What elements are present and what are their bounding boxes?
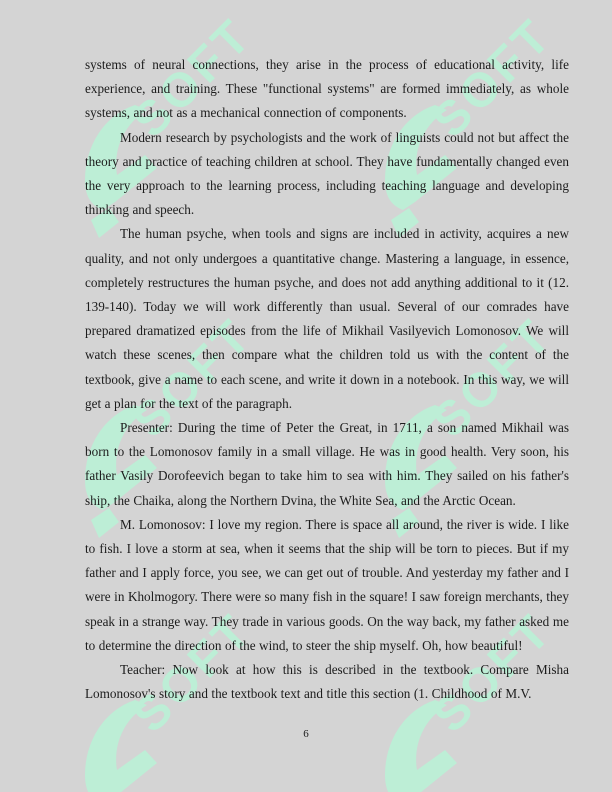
paragraph: M. Lomonosov: I love my region. There is space all around, the river is wide. I like to fish. I love a storm at sea, when it seems that the ship will be torn to pieces. But if my father and I apply force, you see, we can get out of trouble. And yesterday my father and I were in Kholmogory. There were so many fish in the square! I saw foreign merchants, they speak in a strange way. They trade in various goods. On the way back, my father asked me to determine the direction of the wind, to steer the ship myself. Oh, how beautiful! <box>85 516 569 653</box>
document-body <box>85 53 569 706</box>
paragraph: Modern research by psychologists and the work of linguists could not but affect the theory and practice of teaching children at school. They have fundamentally changed even the very approach to the learning process, including teaching language and developing thinking and speech. <box>85 129 569 218</box>
paragraph: systems of neural connections, they arise in the process of educational activity, life experience, and training. These "functional systems" are formed immediately, as whole systems, and not as a mechanical connection of components. <box>85 57 569 121</box>
page-number: 6 <box>303 728 309 740</box>
paragraph: The human psyche, when tools and signs are included in activity, acquires a new quality, and not only undergoes a quantitative change. Mastering a language, in essence, completely restructures the human psyche, and does not add anything additional to it (12. 139-140). Today we will work differently than usual. Several of our comrades have prepared dramatized episodes from the life of Mikhail Vasilyevich Lomonosov. We will watch these scenes, then compare what the children told us with the content of the textbook, give a name to each scene, and write it down in a notebook. In this way, we will get a plan for the text of the paragraph. <box>85 226 569 411</box>
paragraph: Teacher: Now look at how this is described in the textbook. Compare Misha Lomonosov's story and the textbook text and title this section (1. Childhood of M.V. <box>85 662 569 702</box>
paragraph: Presenter: During the time of Peter the Great, in 1711, a son named Mikhail was born to the Lomonosov family in a small village. He was in good health. Very soon, his father Vasily Dorofeevich began to take him to sea with him. They sailed on his father's ship, the Chaika, along the Northern Dvina, the White Sea, and the Arctic Ocean. <box>85 420 569 508</box>
